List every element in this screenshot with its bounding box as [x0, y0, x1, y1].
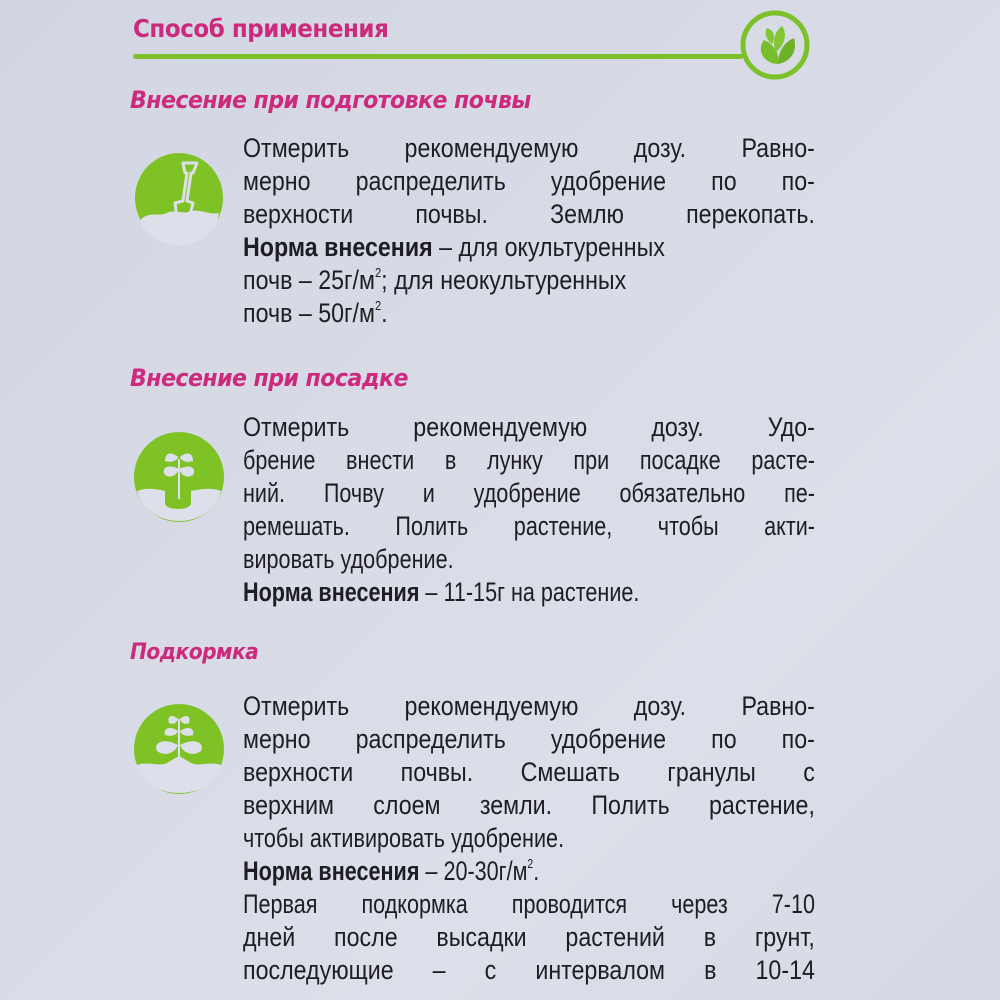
norm-value: . [533, 856, 540, 886]
text-line: вировать удобрение. [243, 544, 454, 574]
leaf-sprout-icon [734, 8, 812, 86]
norm-value: . [381, 298, 388, 328]
norm-line [243, 297, 735, 330]
superscript: 2 [374, 265, 382, 280]
norm-value: – 11-15г на растение. [419, 577, 640, 607]
norm-value: – для окультуренных [432, 232, 665, 262]
section-3-body [243, 690, 815, 987]
norm-label: Норма внесения [243, 856, 420, 886]
text-line: Первая подкормка проводится через 7-10 [243, 889, 815, 919]
norm-line [243, 855, 701, 888]
text-line: последующие – с интервалом в 10-14 [243, 955, 815, 985]
text-line: верхности почвы. Землю перекопать. [243, 199, 815, 229]
superscript: 2 [374, 298, 382, 313]
text-line: Отмерить рекомендуемую дозу. Равно- [243, 691, 815, 721]
text-line: брение внести в лунку при посадке расте- [243, 445, 815, 475]
section-heading-planting: Внесение при посадке [130, 364, 408, 392]
superscript: 2 [527, 856, 534, 871]
norm-line [243, 576, 701, 609]
text-line: чтобы активировать удобрение. [243, 823, 565, 853]
text-line: ний. Почву и удобрение обязательно пе- [243, 478, 815, 508]
seedling-in-soil-icon [131, 429, 227, 525]
text-line: мерно распределить удобрение по по- [243, 724, 815, 754]
norm-value: почв – 25г/м [243, 265, 375, 295]
page-title: Способ применения [133, 14, 389, 43]
text-line: Отмерить рекомендуемую дозу. Удо- [243, 412, 815, 442]
text-line: Отмерить рекомендуемую дозу. Равно- [243, 133, 815, 163]
title-underline [133, 54, 743, 59]
norm-value: почв – 50г/м [243, 298, 375, 328]
section-2-body [243, 411, 815, 609]
section-heading-soil-prep: Внесение при подготовке почвы [130, 86, 531, 114]
norm-line [243, 264, 735, 297]
text-line: ремешать. Полить растение, чтобы акти- [243, 511, 815, 541]
text-line: мерно распределить удобрение по по- [243, 166, 815, 196]
text-line: верхним слоем земли. Полить растение, [243, 790, 815, 820]
shovel-icon [131, 149, 227, 245]
norm-line [243, 231, 735, 264]
text-line: верхности почвы. Смешать гранулы с [243, 757, 815, 787]
norm-value: ; для неокультуренных [381, 265, 627, 295]
norm-label: Норма внесения [243, 232, 433, 262]
plant-growing-icon [131, 701, 227, 797]
norm-label: Норма внесения [243, 577, 420, 607]
section-heading-feeding: Подкормка [130, 640, 259, 665]
norm-value: – 20-30г/м [419, 856, 528, 886]
section-1-body [243, 132, 815, 330]
text-line: дней после высадки растений в грунт, [243, 922, 815, 952]
